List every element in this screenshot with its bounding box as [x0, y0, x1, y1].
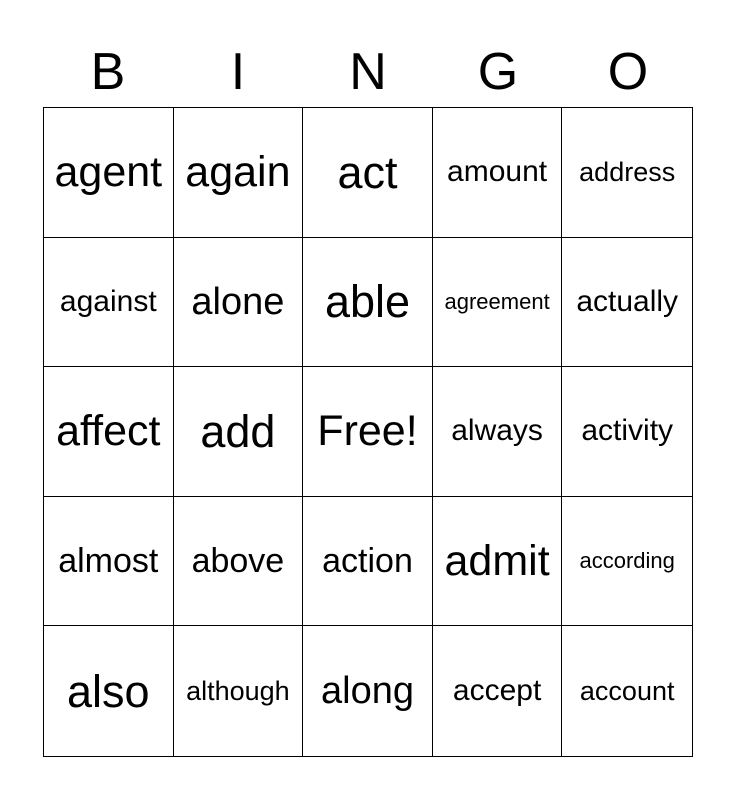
bingo-board [43, 107, 693, 757]
bingo-cell[interactable]: able [303, 238, 433, 368]
bingo-cell[interactable]: act [303, 108, 433, 238]
bingo-cell[interactable]: again [174, 108, 304, 238]
bingo-cell[interactable]: according [562, 497, 692, 627]
header-letter-b: B [90, 43, 126, 101]
bingo-header [43, 36, 693, 108]
bingo-cell[interactable]: actually [562, 238, 692, 368]
bingo-cell[interactable]: affect [44, 367, 174, 497]
bingo-cell[interactable]: activity [562, 367, 692, 497]
bingo-cell[interactable]: always [433, 367, 563, 497]
header-letter-g: G [477, 43, 519, 101]
bingo-cell[interactable]: amount [433, 108, 563, 238]
bingo-cell[interactable]: also [44, 626, 174, 756]
bingo-cell[interactable]: agreement [433, 238, 563, 368]
bingo-cell[interactable]: although [174, 626, 304, 756]
bingo-cell[interactable]: accept [433, 626, 563, 756]
bingo-cell[interactable]: admit [433, 497, 563, 627]
bingo-cell[interactable]: along [303, 626, 433, 756]
bingo-cell[interactable]: account [579, 675, 675, 706]
bingo-cell[interactable]: agent [44, 108, 174, 238]
bingo-cell[interactable]: against [44, 238, 174, 368]
bingo-cell[interactable]: action [303, 497, 433, 627]
header-letter-o: O [607, 43, 649, 101]
bingo-cell[interactable]: address [562, 108, 692, 238]
header-letter-n: N [349, 43, 387, 101]
bingo-cell[interactable]: almost [44, 497, 174, 627]
bingo-cell[interactable]: add [174, 367, 304, 497]
free-space-cell[interactable]: Free! [303, 367, 433, 497]
header-letter-i: I [230, 43, 246, 101]
bingo-cell[interactable]: alone [174, 238, 304, 368]
bingo-cell[interactable]: above [174, 497, 304, 627]
